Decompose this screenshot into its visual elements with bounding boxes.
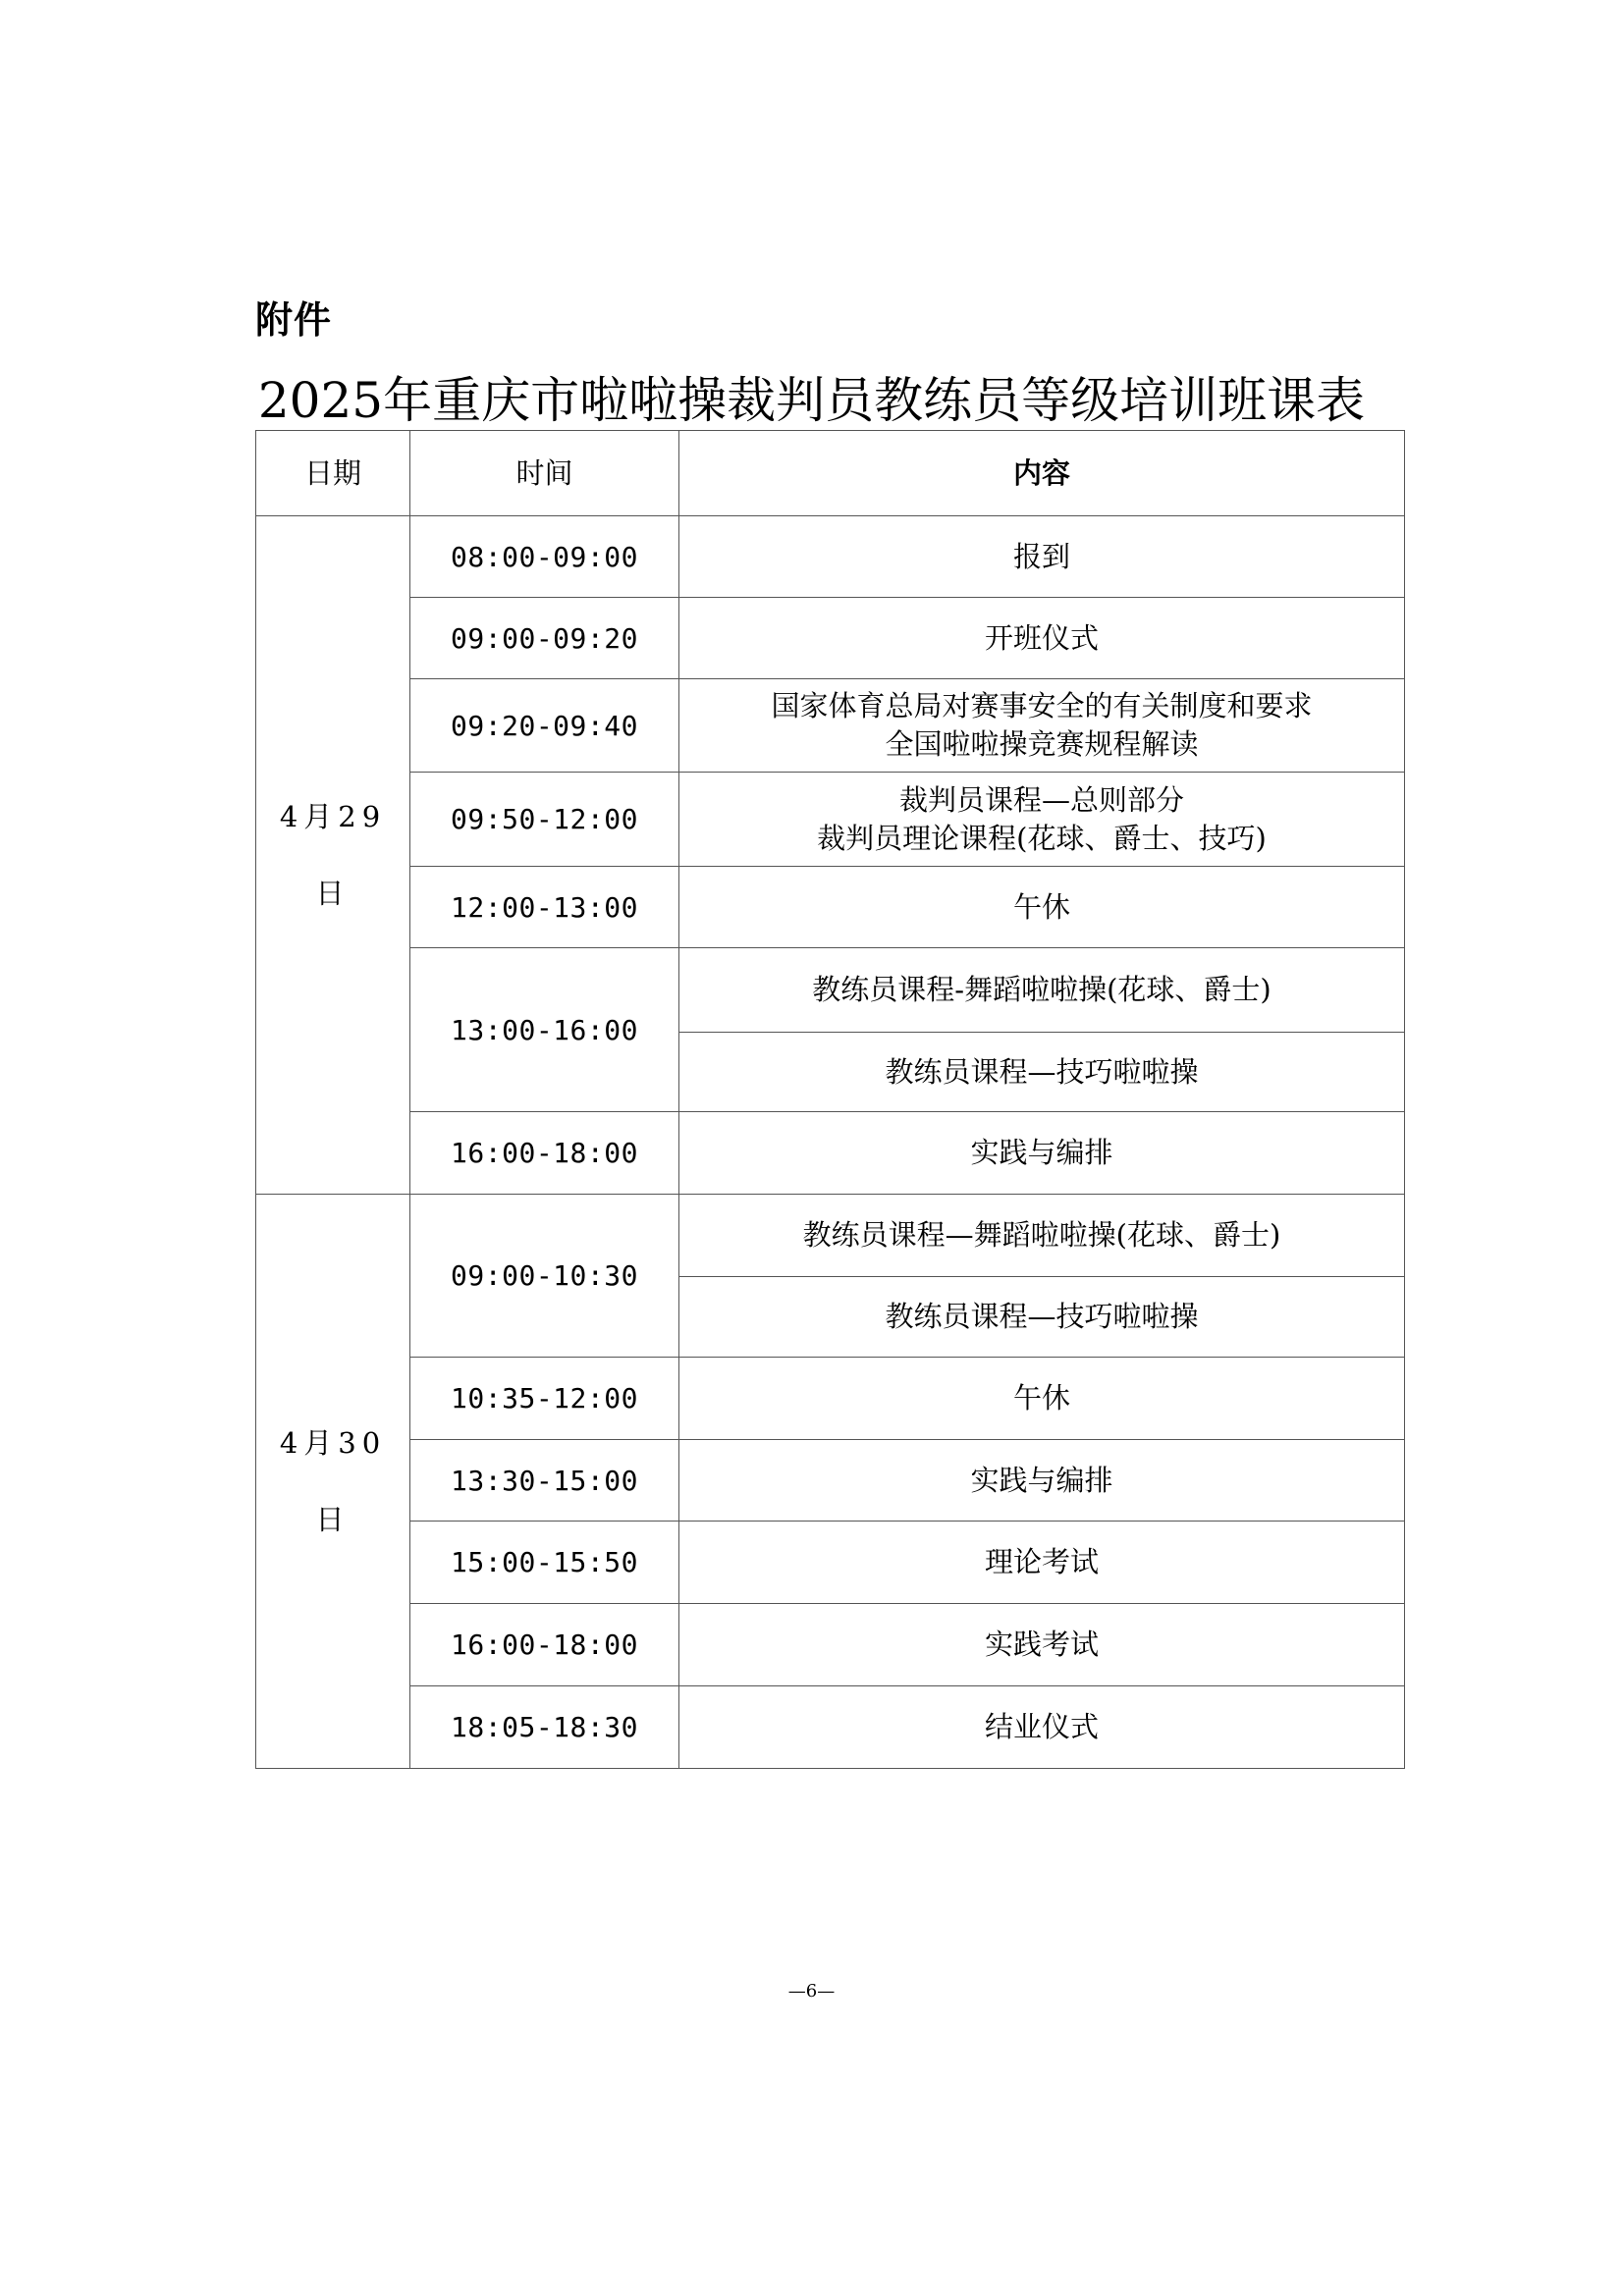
table-row [256, 679, 1405, 773]
table-row [256, 1522, 1405, 1604]
table-row [256, 1112, 1405, 1195]
table-row [256, 1686, 1405, 1769]
table-row [256, 1358, 1405, 1440]
content-cell: 实践考试 [679, 1604, 1405, 1686]
content-line: 裁判员理论课程(花球、爵士、技巧) [817, 821, 1267, 855]
table-row [256, 1440, 1405, 1522]
content-cell [679, 679, 1405, 773]
time-cell: 08:00-09:00 [410, 516, 679, 598]
table-row [256, 948, 1405, 1033]
header-time: 时间 [410, 431, 679, 516]
content-cell [679, 773, 1405, 867]
date-line: 4月30 [279, 1426, 387, 1460]
header-content: 内容 [679, 431, 1405, 516]
date-line: 日 [315, 877, 351, 910]
content-cell: 结业仪式 [679, 1686, 1405, 1769]
content-cell: 教练员课程—舞蹈啦啦操(花球、爵士) [679, 1195, 1405, 1277]
content-cell: 理论考试 [679, 1522, 1405, 1604]
time-cell: 09:50-12:00 [410, 773, 679, 867]
content-cell: 实践与编排 [679, 1112, 1405, 1195]
content-cell: 实践与编排 [679, 1440, 1405, 1522]
time-cell: 13:30-15:00 [410, 1440, 679, 1522]
time-cell: 16:00-18:00 [410, 1112, 679, 1195]
content-cell: 午休 [679, 867, 1405, 948]
content-cell: 教练员课程—技巧啦啦操 [679, 1277, 1405, 1358]
content-cell: 开班仪式 [679, 598, 1405, 679]
time-cell: 15:00-15:50 [410, 1522, 679, 1604]
time-cell: 10:35-12:00 [410, 1358, 679, 1440]
time-cell: 16:00-18:00 [410, 1604, 679, 1686]
time-cell: 09:00-10:30 [410, 1195, 679, 1358]
date-cell-day1 [256, 516, 410, 1195]
content-cell: 报到 [679, 516, 1405, 598]
time-cell: 18:05-18:30 [410, 1686, 679, 1769]
table-row [256, 598, 1405, 679]
table-row [256, 773, 1405, 867]
time-cell: 09:20-09:40 [410, 679, 679, 773]
table-row [256, 1604, 1405, 1686]
content-line: 国家体育总局对赛事安全的有关制度和要求 [771, 689, 1313, 722]
table-row [256, 1195, 1405, 1277]
content-cell: 午休 [679, 1358, 1405, 1440]
content-cell: 教练员课程—技巧啦啦操 [679, 1033, 1405, 1112]
date-line: 4月29 [279, 800, 387, 833]
table-row [256, 867, 1405, 948]
schedule-table [255, 430, 1405, 1769]
table-row [256, 516, 1405, 598]
date-cell-day2 [256, 1195, 410, 1769]
page-number: —6— [787, 1981, 836, 2002]
time-cell: 12:00-13:00 [410, 867, 679, 948]
content-line: 裁判员课程—总则部分 [898, 782, 1184, 817]
time-cell: 09:00-09:20 [410, 598, 679, 679]
attachment-label: 附件 [255, 298, 333, 342]
content-cell: 教练员课程-舞蹈啦啦操(花球、爵士) [679, 948, 1405, 1033]
page-title: 2025年重庆市啦啦操裁判员教练员等级培训班课表 [257, 372, 1366, 429]
date-line: 日 [315, 1503, 351, 1536]
table-header-row [256, 431, 1405, 516]
time-cell: 13:00-16:00 [410, 948, 679, 1112]
content-line: 全国啦啦操竞赛规程解读 [885, 727, 1199, 761]
header-date: 日期 [256, 431, 410, 516]
